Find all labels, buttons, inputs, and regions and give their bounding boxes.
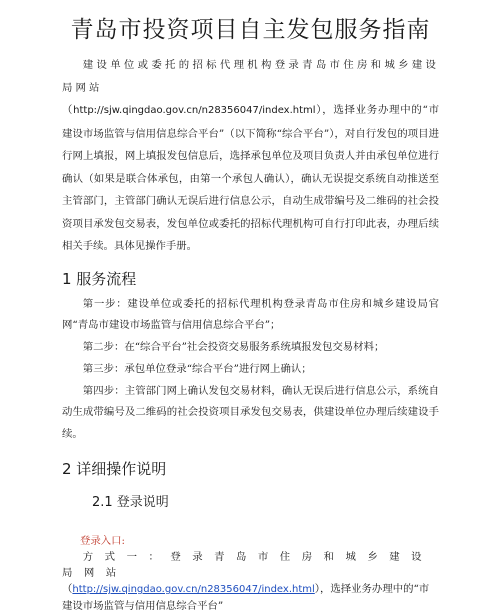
intro-url: http://sjw.qingdao.gov.cn/n28356047/index.html [73,105,316,116]
section-heading-detailed-instructions: 2 详细操作说明 [62,460,167,479]
step-3: 第三步：承包单位登录“综合平台”进行网上确认； [82,362,312,375]
login-method-one [62,549,439,614]
login-url-open: （ [62,583,73,596]
section-heading-service-flow: 1 服务流程 [62,269,137,288]
step-4: 第四步：主管部门网上确认发包交易材料，确认无误后进行信息公示，系统自动生成带编号及二维码的社会投资项目承发包交易表，供建设单位办理后续建设手续。 [62,384,439,441]
subsection-heading-login: 2.1 登录说明 [92,495,169,511]
login-method-one-body [62,581,439,614]
step-1: 第一步：建设单位或委托的招标代理机构登录青岛市住房和城乡建设局官网“青岛市建设市场监管与信用信息综合平台”； [62,297,439,332]
login-url-link[interactable]: http://sjw.qingdao.gov.cn/n28356047/index.html [72,584,315,596]
intro-rest: ），选择业务办理中的“市建设市场监管与信用信息综合平台”（以下简称“综合平台”），对自行发包的项目进行网上填报，网上填报发包信息后，选择承包单位及项目负责人并由承包单位进行确认（如果是联合体承包，由第一个承包人确认），确认无误提交系统自动推送至主管部门，主管部门确认无误后进行信息公示，自动生成带编号及二维码的社会投资项目承发包交易表，发包单位或委托的招标代理机构可自行打印此表，办理后续相关手续。具体见操作手册。 [62,104,439,252]
service-steps [62,294,439,447]
intro-body [62,99,439,258]
login-entry-label: 登录入口: [80,535,126,548]
page-title: 青岛市投资项目自主发包服务指南 [70,17,431,43]
intro-url-open: （ [62,104,74,116]
intro-paragraph [62,54,439,258]
intro-first-line: 建设单位或委托的招标代理机构登录青岛市住房和城乡建设局网站 [62,59,439,94]
login-rest: ），选择业务办理中的“市建设市场监管与信用信息综合平台” [62,583,430,613]
login-method-one-line: 方式一：登录青岛市住房和城乡建设局网站 [62,551,434,580]
step-2: 第二步：在“综合平台”社会投资交易服务系统填报发包交易材料； [82,341,385,354]
